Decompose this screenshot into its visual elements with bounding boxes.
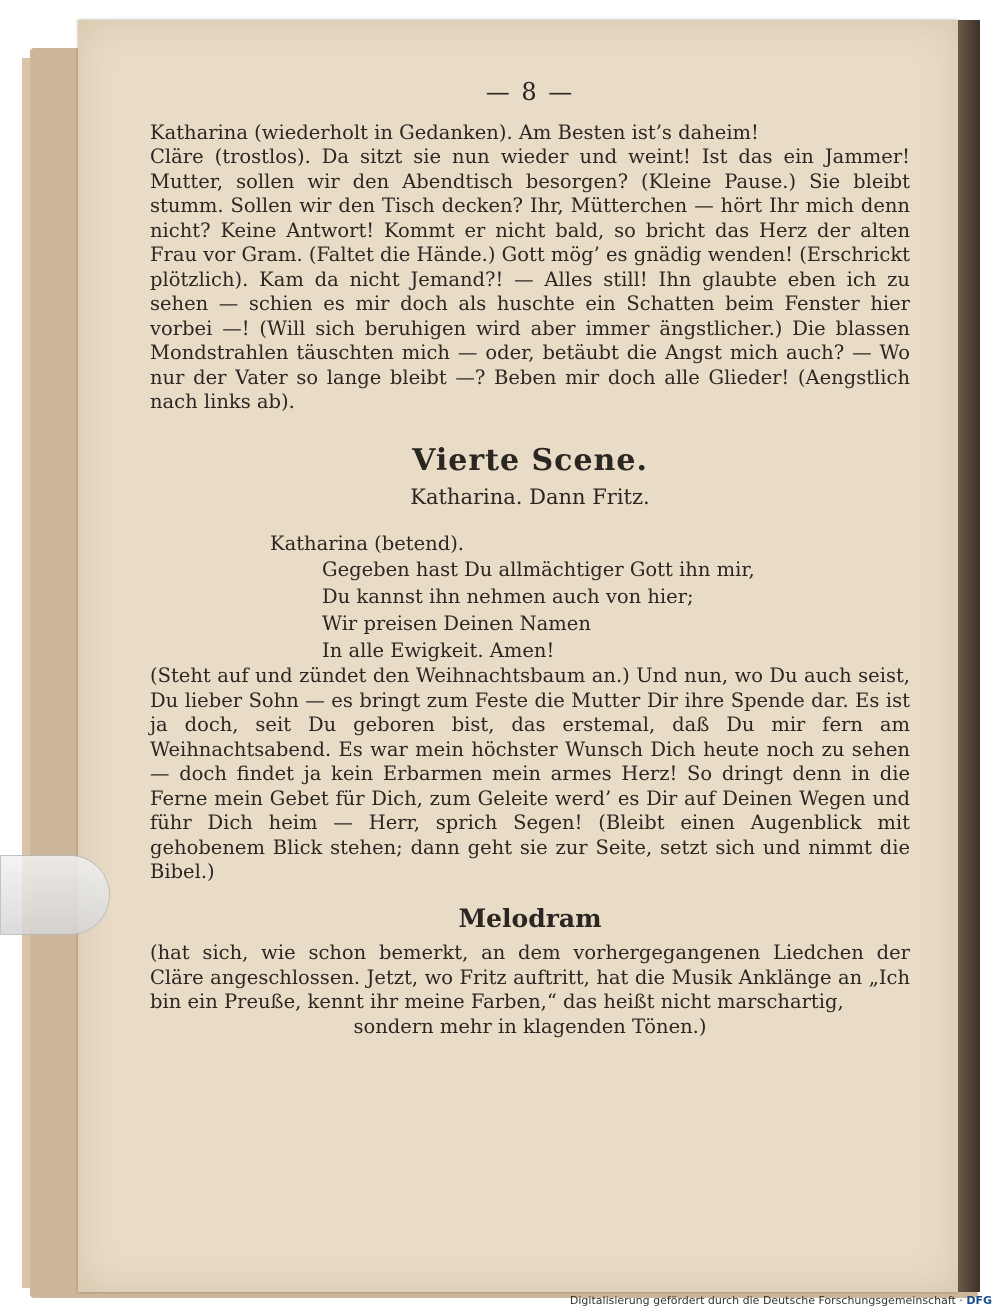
prayer-line: Du kannst ihn nehmen auch von hier;: [322, 585, 694, 608]
melodram-text: (hat sich, wie schon bemerkt, an dem vorhergegangenen Liedchen der Cläre angeschlossen. Jetzt, wo Fritz auftritt, hat die Musik Anklänge an „Ich bin ein Preuße, kennt ihr meine Farben,“ das heißt nicht marschartig,: [150, 941, 910, 1013]
scene-cast: Katharina. Dann Fritz.: [410, 485, 650, 509]
page-number: — 8 —: [485, 78, 575, 106]
prayer-line: Wir preisen Deinen Namen: [322, 612, 591, 635]
page-clip: [0, 855, 110, 935]
dfg-logo: DFG: [966, 1294, 992, 1307]
prayer-line: In alle Ewigkeit. Amen!: [322, 639, 555, 662]
paragraph-katharina-monologue: (Steht auf und zündet den Weihnachtsbaum an.) Und nun, wo Du auch seist, Du lieber Sohn — es bringt zum Feste die Mutter Dir ihre Spende dar. Es ist ja doch, seit Du geboren bist, das erstemal, daß Du mir fern am Weihnachtsabend. Es war mein höchster Wunsch Dich heute noch zu sehen — doch findet ja kein Erbarmen mein armes Herz! So dringt denn in die Ferne mein Gebet für Dich, zum Geleite werd’ es Dir auf Deinen Wegen und führ Dich heim — Herr, sprich Segen! (Bleibt einen Augenblick mit gehobenem Blick stehen; dann geht sie zur Seite, setzt sich und nimmt die Bibel.): [150, 664, 910, 883]
book-spine: [958, 20, 980, 1292]
page-content: [150, 80, 910, 1039]
melodram-title: Melodram: [458, 903, 602, 933]
melodram-last-line: sondern mehr in klagenden Tönen.): [353, 1014, 707, 1038]
prayer-speaker: Katharina (betend).: [270, 531, 465, 555]
footer-credit: [570, 1294, 992, 1307]
paragraph-katharina: Katharina (wiederholt in Gedanken). Am Besten ist’s daheim!: [150, 120, 759, 144]
prayer-line: Gegeben hast Du allmächtiger Gott ihn mir,: [322, 558, 755, 581]
footer-text: Digitalisierung gefördert durch die Deutsche Forschungsgemeinschaft ·: [569, 1294, 963, 1307]
scene-title: Vierte Scene.: [412, 442, 648, 478]
paragraph-claere: Cläre (trostlos). Da sitzt sie nun wieder und weint! Ist das ein Jammer! Mutter, sollen wir den Abendtisch besorgen? (Kleine Pause.) Sie bleibt stumm. Sollen wir den Tisch decken? Ihr, Mütterchen — hört Ihr mich denn nicht? Keine Antwort! Kommt er nicht bald, so bricht das Herz der alten Frau vor Gram. (Faltet die Hände.) Gott mög’ es gnädig wenden! (Erschrickt plötzlich). Kam da nicht Jemand?! — Alles still! Ihn glaubte eben ich zu sehen — schien es mir doch als huschte ein Schatten beim Fenster hier vorbei —! (Will sich beruhigen wird aber immer ängstlicher.) Die blassen Mondstrahlen täuschten mich — oder, betäubt die Angst mich auch? — Wo nur der Vater so lange bleibt —? Beben mir doch alle Glieder! (Aengstlich nach links ab).: [150, 145, 910, 413]
